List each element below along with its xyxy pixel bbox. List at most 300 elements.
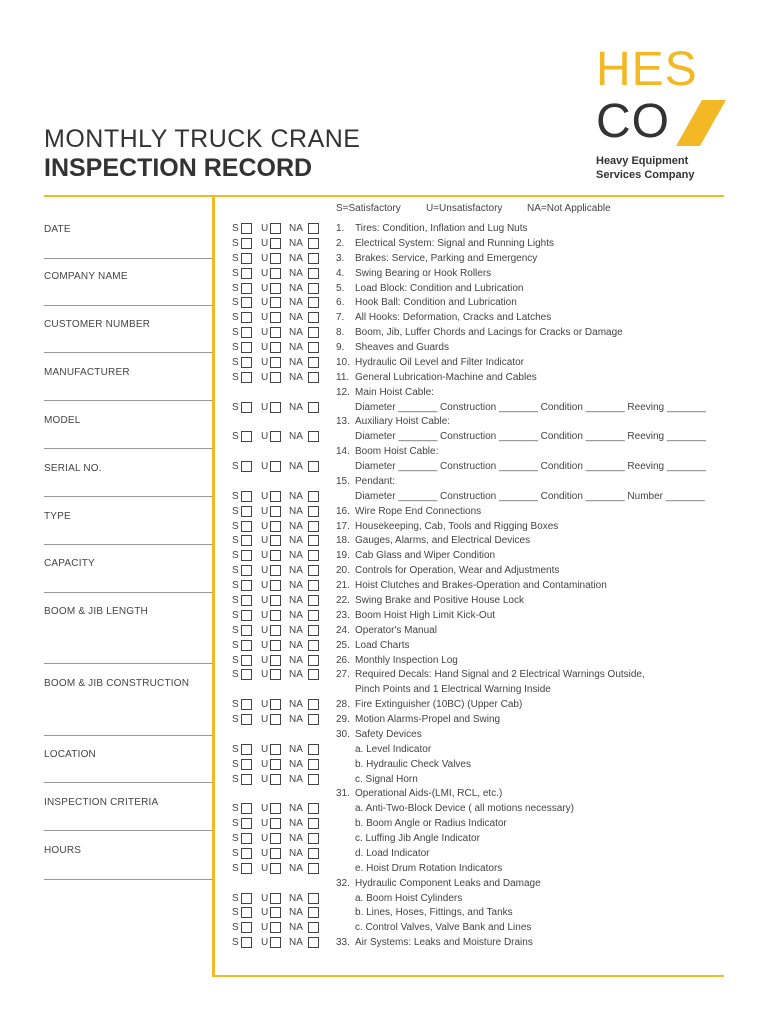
checkbox-satisfactory[interactable]	[241, 327, 252, 338]
rating-label-not-applicable: NA	[289, 550, 303, 561]
checklist-item	[336, 297, 517, 309]
rating-label-satisfactory: S	[232, 461, 239, 472]
field-input-line[interactable]	[44, 782, 212, 783]
checklist-item	[336, 491, 705, 503]
checkbox-unsatisfactory[interactable]	[270, 922, 281, 933]
checkbox-not-applicable[interactable]	[308, 521, 319, 532]
rating-label-not-applicable: NA	[289, 774, 303, 785]
rating-label-unsatisfactory: U	[261, 312, 269, 323]
checkbox-not-applicable[interactable]	[308, 431, 319, 442]
checkbox-unsatisfactory[interactable]	[270, 431, 281, 442]
checkbox-unsatisfactory[interactable]	[270, 774, 281, 785]
checkbox-satisfactory[interactable]	[241, 759, 252, 770]
checklist-item	[336, 684, 551, 696]
item-text: b. Lines, Hoses, Fittings, and Tanks	[355, 907, 513, 918]
field-label-model: MODEL	[44, 415, 81, 426]
checkbox-satisfactory[interactable]	[241, 640, 252, 651]
checkbox-not-applicable[interactable]	[308, 238, 319, 249]
item-text: Main Hoist Cable:	[355, 387, 434, 398]
rating-label-not-applicable: NA	[289, 491, 303, 502]
field-input-line[interactable]	[44, 448, 212, 449]
item-text: Swing Brake and Positive House Lock	[355, 595, 524, 606]
rating-label-not-applicable: NA	[289, 907, 303, 918]
checkbox-satisfactory[interactable]	[241, 774, 252, 785]
checklist-item	[336, 714, 500, 726]
rating-label-not-applicable: NA	[289, 714, 303, 725]
logo-hes-text: HES	[596, 43, 698, 96]
checkbox-unsatisfactory[interactable]	[270, 506, 281, 517]
checkbox-satisfactory[interactable]	[241, 893, 252, 904]
rating-label-unsatisfactory: U	[261, 357, 269, 368]
checklist-item	[336, 402, 706, 414]
item-number: 12.	[336, 387, 350, 398]
checkbox-satisfactory[interactable]	[241, 580, 252, 591]
rating-label-not-applicable: NA	[289, 506, 303, 517]
checkbox-not-applicable[interactable]	[308, 461, 319, 472]
checklist-item	[336, 893, 462, 905]
checkbox-not-applicable[interactable]	[308, 223, 319, 234]
checkbox-satisfactory[interactable]	[241, 253, 252, 264]
rating-label-unsatisfactory: U	[261, 402, 269, 413]
rating-label-unsatisfactory: U	[261, 238, 269, 249]
item-number: 22.	[336, 595, 350, 606]
rating-label-unsatisfactory: U	[261, 327, 269, 338]
checkbox-unsatisfactory[interactable]	[270, 699, 281, 710]
item-number: 25.	[336, 640, 350, 651]
rating-label-unsatisfactory: U	[261, 521, 269, 532]
checklist-item	[336, 595, 524, 607]
checkbox-not-applicable[interactable]	[308, 253, 319, 264]
rating-label-unsatisfactory: U	[261, 506, 269, 517]
checkbox-not-applicable[interactable]	[308, 506, 319, 517]
checkbox-not-applicable[interactable]	[308, 535, 319, 546]
checkbox-unsatisfactory[interactable]	[270, 402, 281, 413]
item-number: 33.	[336, 937, 350, 948]
rating-label-satisfactory: S	[232, 610, 239, 621]
legend-unsatisfactory: U=Unsatisfactory	[426, 203, 503, 214]
rating-label-satisfactory: S	[232, 937, 239, 948]
checklist-item	[336, 476, 395, 488]
rating-label-not-applicable: NA	[289, 640, 303, 651]
checkbox-not-applicable[interactable]	[308, 907, 319, 918]
rating-label-satisfactory: S	[232, 223, 239, 234]
legend-not-applicable: NA=Not Applicable	[527, 203, 611, 214]
checkbox-not-applicable[interactable]	[308, 803, 319, 814]
checkbox-not-applicable[interactable]	[308, 372, 319, 383]
item-text: Auxiliary Hoist Cable:	[355, 416, 451, 427]
checkbox-not-applicable[interactable]	[308, 312, 319, 323]
checkbox-satisfactory[interactable]	[241, 535, 252, 546]
rating-label-unsatisfactory: U	[261, 565, 269, 576]
rating-label-satisfactory: S	[232, 714, 239, 725]
checkbox-satisfactory[interactable]	[241, 283, 252, 294]
rating-label-unsatisfactory: U	[261, 461, 269, 472]
checkbox-satisfactory[interactable]	[241, 699, 252, 710]
field-input-line[interactable]	[44, 830, 212, 831]
checkbox-unsatisfactory[interactable]	[270, 342, 281, 353]
checkbox-satisfactory[interactable]	[241, 595, 252, 606]
rating-label-unsatisfactory: U	[261, 893, 269, 904]
checkbox-unsatisfactory[interactable]	[270, 833, 281, 844]
rating-label-satisfactory: S	[232, 893, 239, 904]
checklist-item	[336, 759, 471, 771]
checkbox-unsatisfactory[interactable]	[270, 818, 281, 829]
checkbox-satisfactory[interactable]	[241, 907, 252, 918]
checkbox-unsatisfactory[interactable]	[270, 669, 281, 680]
rating-label-not-applicable: NA	[289, 803, 303, 814]
checkbox-satisfactory[interactable]	[241, 521, 252, 532]
rating-label-not-applicable: NA	[289, 357, 303, 368]
header-rule	[44, 195, 724, 197]
rating-label-unsatisfactory: U	[261, 699, 269, 710]
item-text: Wire Rope End Connections	[355, 506, 482, 517]
field-input-line[interactable]	[44, 735, 212, 736]
item-number: 10.	[336, 357, 350, 368]
checklist-item	[336, 342, 449, 354]
item-text: General Lubrication-Machine and Cables	[355, 372, 537, 383]
field-input-line[interactable]	[44, 400, 212, 401]
checkbox-unsatisfactory[interactable]	[270, 461, 281, 472]
item-text: Boom, Jib, Luffer Chords and Lacings for Cracks or Damage	[355, 327, 623, 338]
checklist-item	[336, 521, 558, 533]
checkbox-unsatisfactory[interactable]	[270, 937, 281, 948]
checkbox-not-applicable[interactable]	[308, 625, 319, 636]
checklist-item	[336, 416, 450, 428]
rating-label-not-applicable: NA	[289, 565, 303, 576]
item-number: 1.	[336, 223, 345, 234]
rating-label-satisfactory: S	[232, 774, 239, 785]
checkbox-unsatisfactory[interactable]	[270, 759, 281, 770]
checkbox-not-applicable[interactable]	[308, 833, 319, 844]
rating-label-satisfactory: S	[232, 759, 239, 770]
checkbox-unsatisfactory[interactable]	[270, 327, 281, 338]
item-number: 19.	[336, 550, 350, 561]
checkbox-unsatisfactory[interactable]	[270, 565, 281, 576]
item-text: Boom Hoist Cable:	[355, 446, 439, 457]
rating-label-satisfactory: S	[232, 238, 239, 249]
rating-label-not-applicable: NA	[289, 937, 303, 948]
checkbox-unsatisfactory[interactable]	[270, 744, 281, 755]
checkbox-unsatisfactory[interactable]	[270, 625, 281, 636]
checkbox-not-applicable[interactable]	[308, 744, 319, 755]
item-text: Hydraulic Oil Level and Filter Indicator	[355, 357, 524, 368]
checkbox-unsatisfactory[interactable]	[270, 223, 281, 234]
checkbox-satisfactory[interactable]	[241, 848, 252, 859]
rating-label-unsatisfactory: U	[261, 833, 269, 844]
item-text: Operational Aids-(LMI, RCL, etc.)	[355, 788, 503, 799]
field-input-line[interactable]	[44, 544, 212, 545]
checkbox-unsatisfactory[interactable]	[270, 312, 281, 323]
item-text: Required Decals: Hand Signal and 2 Electrical Warnings Outside,	[355, 669, 645, 680]
checklist-item	[336, 550, 495, 562]
item-number: 11.	[336, 372, 350, 383]
item-number: 23.	[336, 610, 350, 621]
rating-label-satisfactory: S	[232, 744, 239, 755]
checkbox-unsatisfactory[interactable]	[270, 848, 281, 859]
rating-label-unsatisfactory: U	[261, 223, 269, 234]
checkbox-satisfactory[interactable]	[241, 833, 252, 844]
rating-label-unsatisfactory: U	[261, 610, 269, 621]
item-text: Pendant:	[355, 476, 396, 487]
checklist-item	[336, 238, 554, 250]
rating-label-unsatisfactory: U	[261, 848, 269, 859]
item-text: Tires: Condition, Inflation and Lug Nuts	[355, 223, 528, 234]
checkbox-satisfactory[interactable]	[241, 223, 252, 234]
checkbox-unsatisfactory[interactable]	[270, 610, 281, 621]
checkbox-not-applicable[interactable]	[308, 699, 319, 710]
rating-label-satisfactory: S	[232, 640, 239, 651]
checkbox-satisfactory[interactable]	[241, 565, 252, 576]
rating-label-unsatisfactory: U	[261, 818, 269, 829]
checkbox-satisfactory[interactable]	[241, 714, 252, 725]
checkbox-satisfactory[interactable]	[241, 297, 252, 308]
field-input-line[interactable]	[44, 592, 212, 593]
checkbox-not-applicable[interactable]	[308, 342, 319, 353]
rating-label-unsatisfactory: U	[261, 714, 269, 725]
checklist-item	[336, 907, 513, 919]
checkbox-unsatisfactory[interactable]	[270, 580, 281, 591]
checkbox-not-applicable[interactable]	[308, 893, 319, 904]
checkbox-not-applicable[interactable]	[308, 655, 319, 666]
bottom-rule	[212, 975, 724, 977]
checklist-item	[336, 268, 491, 280]
field-input-line[interactable]	[44, 663, 212, 664]
field-label-type: TYPE	[44, 511, 71, 522]
item-text: Electrical System: Signal and Running Lights	[355, 238, 554, 249]
rating-label-satisfactory: S	[232, 922, 239, 933]
checkbox-not-applicable[interactable]	[308, 848, 319, 859]
item-text: Hook Ball: Condition and Lubrication	[355, 297, 517, 308]
field-label-inspection-criteria: INSPECTION CRITERIA	[44, 797, 159, 808]
checkbox-unsatisfactory[interactable]	[270, 253, 281, 264]
checkbox-not-applicable[interactable]	[308, 283, 319, 294]
checkbox-unsatisfactory[interactable]	[270, 714, 281, 725]
checkbox-unsatisfactory[interactable]	[270, 268, 281, 279]
checkbox-satisfactory[interactable]	[241, 803, 252, 814]
checkbox-satisfactory[interactable]	[241, 818, 252, 829]
checkbox-not-applicable[interactable]	[308, 491, 319, 502]
rating-label-satisfactory: S	[232, 327, 239, 338]
rating-label-unsatisfactory: U	[261, 372, 269, 383]
rating-label-unsatisfactory: U	[261, 625, 269, 636]
rating-label-satisfactory: S	[232, 342, 239, 353]
checkbox-unsatisfactory[interactable]	[270, 863, 281, 874]
checkbox-not-applicable[interactable]	[308, 610, 319, 621]
checkbox-not-applicable[interactable]	[308, 863, 319, 874]
checkbox-satisfactory[interactable]	[241, 357, 252, 368]
field-label-company-name: COMPANY NAME	[44, 271, 128, 282]
rating-label-unsatisfactory: U	[261, 907, 269, 918]
checkbox-satisfactory[interactable]	[241, 863, 252, 874]
item-text: Housekeeping, Cab, Tools and Rigging Boxes	[355, 521, 559, 532]
checkbox-not-applicable[interactable]	[308, 297, 319, 308]
rating-label-satisfactory: S	[232, 655, 239, 666]
item-number: 7.	[336, 312, 345, 323]
field-input-line[interactable]	[44, 305, 212, 306]
checkbox-satisfactory[interactable]	[241, 655, 252, 666]
logo-subtitle-line2: Services Company	[596, 169, 695, 181]
field-label-boom-jib-construction: BOOM & JIB CONSTRUCTION	[44, 678, 190, 689]
checkbox-satisfactory[interactable]	[241, 312, 252, 323]
rating-label-not-applicable: NA	[289, 223, 303, 234]
checkbox-not-applicable[interactable]	[308, 327, 319, 338]
checklist-item	[336, 565, 559, 577]
rating-label-not-applicable: NA	[289, 253, 303, 264]
checkbox-satisfactory[interactable]	[241, 669, 252, 680]
rating-label-not-applicable: NA	[289, 759, 303, 770]
checklist-item	[336, 833, 480, 845]
checkbox-unsatisfactory[interactable]	[270, 803, 281, 814]
item-text: Load Block: Condition and Lubrication	[355, 283, 524, 294]
checklist-item	[336, 372, 537, 384]
item-number: 6.	[336, 297, 345, 308]
checkbox-not-applicable[interactable]	[308, 565, 319, 576]
item-text: Boom Hoist High Limit Kick-Out	[355, 610, 496, 621]
rating-label-unsatisfactory: U	[261, 297, 269, 308]
checkbox-satisfactory[interactable]	[241, 744, 252, 755]
checkbox-satisfactory[interactable]	[241, 610, 252, 621]
checkbox-not-applicable[interactable]	[308, 357, 319, 368]
checkbox-satisfactory[interactable]	[241, 937, 252, 948]
checkbox-not-applicable[interactable]	[308, 402, 319, 413]
logo-subtitle	[596, 154, 694, 182]
rating-label-unsatisfactory: U	[261, 640, 269, 651]
checkbox-not-applicable[interactable]	[308, 268, 319, 279]
item-text: d. Load Indicator	[355, 848, 430, 859]
item-number: 5.	[336, 283, 345, 294]
item-text: a. Anti-Two-Block Device ( all motions necessary)	[355, 803, 574, 814]
checkbox-not-applicable[interactable]	[308, 640, 319, 651]
checklist-item	[336, 253, 537, 265]
item-text: Diameter _______ Construction _______ Condition _______ Reeving _______	[355, 402, 706, 413]
item-text: Load Charts	[355, 640, 410, 651]
field-input-line[interactable]	[44, 879, 212, 880]
checklist-item	[336, 431, 706, 443]
field-input-line[interactable]	[44, 352, 212, 353]
legend-satisfactory: S=Satisfactory	[336, 203, 401, 214]
checkbox-not-applicable[interactable]	[308, 759, 319, 770]
field-label-capacity: CAPACITY	[44, 558, 95, 569]
rating-label-not-applicable: NA	[289, 238, 303, 249]
checkbox-unsatisfactory[interactable]	[270, 595, 281, 606]
checklist-item	[336, 937, 533, 949]
checklist-item	[336, 655, 458, 667]
checkbox-not-applicable[interactable]	[308, 922, 319, 933]
item-text: b. Boom Angle or Radius Indicator	[355, 818, 507, 829]
rating-label-not-applicable: NA	[289, 818, 303, 829]
checkbox-satisfactory[interactable]	[241, 550, 252, 561]
checkbox-unsatisfactory[interactable]	[270, 907, 281, 918]
rating-label-not-applicable: NA	[289, 461, 303, 472]
checklist-item	[336, 357, 524, 369]
checkbox-unsatisfactory[interactable]	[270, 521, 281, 532]
checkbox-unsatisfactory[interactable]	[270, 372, 281, 383]
checkbox-satisfactory[interactable]	[241, 238, 252, 249]
checkbox-not-applicable[interactable]	[308, 550, 319, 561]
checkbox-satisfactory[interactable]	[241, 431, 252, 442]
field-input-line[interactable]	[44, 258, 212, 259]
item-number: 15.	[336, 476, 350, 487]
logo-subtitle-line1: Heavy Equipment	[596, 155, 689, 167]
rating-label-not-applicable: NA	[289, 922, 303, 933]
rating-label-satisfactory: S	[232, 521, 239, 532]
checkbox-satisfactory[interactable]	[241, 491, 252, 502]
checkbox-not-applicable[interactable]	[308, 714, 319, 725]
rating-label-unsatisfactory: U	[261, 491, 269, 502]
checkbox-unsatisfactory[interactable]	[270, 550, 281, 561]
checklist-item	[336, 640, 409, 652]
checklist-item	[336, 327, 623, 339]
item-text: c. Control Valves, Valve Bank and Lines	[355, 922, 532, 933]
checkbox-satisfactory[interactable]	[241, 342, 252, 353]
checklist-item	[336, 729, 422, 741]
item-number: 18.	[336, 535, 350, 546]
checklist-item	[336, 818, 507, 830]
checklist-item	[336, 283, 523, 295]
checkbox-unsatisfactory[interactable]	[270, 283, 281, 294]
checkbox-unsatisfactory[interactable]	[270, 491, 281, 502]
checklist-item	[336, 446, 438, 458]
item-number: 9.	[336, 342, 345, 353]
item-text: b. Hydraulic Check Valves	[355, 759, 471, 770]
rating-label-not-applicable: NA	[289, 431, 303, 442]
checkbox-not-applicable[interactable]	[308, 595, 319, 606]
checkbox-not-applicable[interactable]	[308, 818, 319, 829]
checklist-item	[336, 669, 645, 681]
item-number: 24.	[336, 625, 350, 636]
rating-label-unsatisfactory: U	[261, 863, 269, 874]
checkbox-not-applicable[interactable]	[308, 937, 319, 948]
item-number: 21.	[336, 580, 350, 591]
checkbox-unsatisfactory[interactable]	[270, 893, 281, 904]
item-text: Diameter _______ Construction _______ Condition _______ Reeving _______	[355, 461, 706, 472]
checkbox-satisfactory[interactable]	[241, 922, 252, 933]
checkbox-not-applicable[interactable]	[308, 580, 319, 591]
item-text: Monthly Inspection Log	[355, 655, 458, 666]
checkbox-not-applicable[interactable]	[308, 774, 319, 785]
checkbox-satisfactory[interactable]	[241, 625, 252, 636]
checkbox-unsatisfactory[interactable]	[270, 655, 281, 666]
checkbox-satisfactory[interactable]	[241, 402, 252, 413]
rating-label-satisfactory: S	[232, 283, 239, 294]
item-number: 32.	[336, 878, 350, 889]
page-title-line1: MONTHLY TRUCK CRANE	[44, 125, 361, 153]
field-input-line[interactable]	[44, 496, 212, 497]
rating-label-satisfactory: S	[232, 848, 239, 859]
checkbox-unsatisfactory[interactable]	[270, 238, 281, 249]
checkbox-not-applicable[interactable]	[308, 669, 319, 680]
checkbox-satisfactory[interactable]	[241, 372, 252, 383]
item-number: 27.	[336, 669, 350, 680]
rating-label-satisfactory: S	[232, 506, 239, 517]
item-number: 17.	[336, 521, 350, 532]
checkbox-unsatisfactory[interactable]	[270, 357, 281, 368]
checklist-item	[336, 506, 481, 518]
rating-label-not-applicable: NA	[289, 342, 303, 353]
checkbox-unsatisfactory[interactable]	[270, 297, 281, 308]
item-text: All Hooks: Deformation, Cracks and Latches	[355, 312, 552, 323]
checkbox-satisfactory[interactable]	[241, 461, 252, 472]
rating-label-unsatisfactory: U	[261, 669, 269, 680]
rating-label-unsatisfactory: U	[261, 535, 269, 546]
rating-label-unsatisfactory: U	[261, 253, 269, 264]
rating-label-satisfactory: S	[232, 297, 239, 308]
checkbox-satisfactory[interactable]	[241, 506, 252, 517]
checkbox-unsatisfactory[interactable]	[270, 640, 281, 651]
checkbox-satisfactory[interactable]	[241, 268, 252, 279]
checkbox-unsatisfactory[interactable]	[270, 535, 281, 546]
checklist-item	[336, 744, 431, 756]
